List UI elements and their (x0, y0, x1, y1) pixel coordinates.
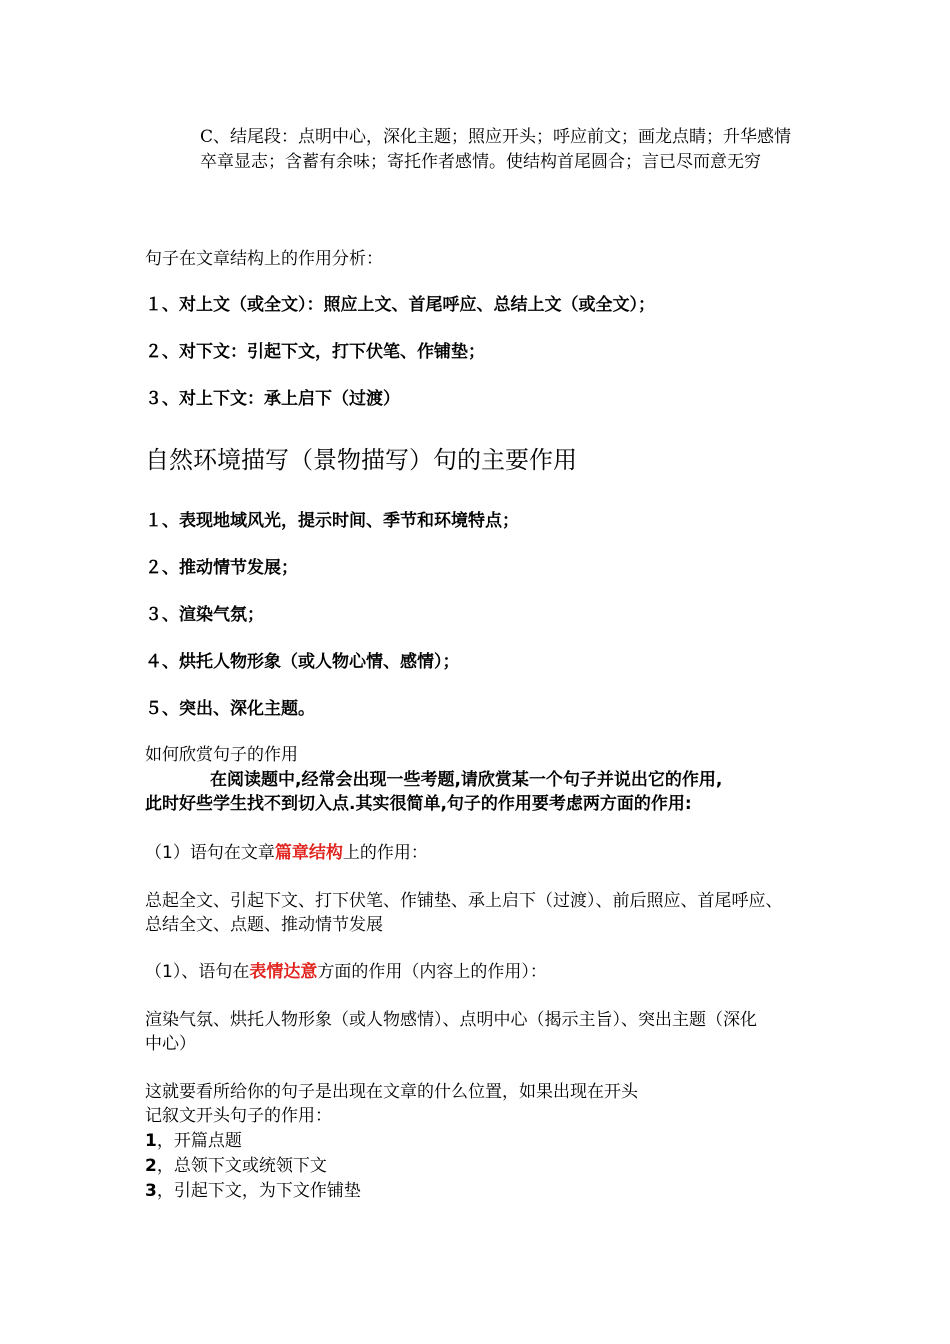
point-2-suffix: 方面的作用（内容上的作用）： (317, 962, 547, 982)
nature-item-3: ３、渲染气氛； (145, 605, 264, 625)
structure-title: 句子在文章结构上的作用分析： (145, 249, 383, 269)
point-2-prefix: （1）、语句在 (145, 962, 250, 982)
point-1-highlight: 篇章结构 (274, 843, 343, 863)
appreciate-para-line-2: 此时好些学生找不到切入点.其实很简单,句子的作用要考虑两方面的作用: (145, 794, 692, 814)
opening-item-3-num: 3 (145, 1181, 157, 1201)
opening-item-2 (145, 1154, 327, 1178)
point-2-body-line-2: 中心） (145, 1034, 196, 1054)
point-1-prefix: （1）语句在文章 (145, 843, 275, 863)
point-2-heading (145, 960, 547, 984)
opening-line-1: 这就要看所给你的句子是出现在文章的什么位置，如果出现在开头 (145, 1082, 638, 1102)
point-2-body-line-1: 渲染气氛、烘托人物形象（或人物感情）、点明中心（揭示主旨）、突出主题（深化 (145, 1010, 757, 1030)
opening-item-1-num: 1 (145, 1131, 157, 1151)
structure-item-1: １、对上文（或全文）：照应上文、首尾呼应、总结上文（或全文）； (145, 295, 655, 315)
opening-item-2-num: 2 (145, 1156, 157, 1176)
nature-item-5: ５、突出、深化主题。 (145, 699, 315, 719)
section-c-line-2: 卒章显志；含蓄有余味；寄托作者感情。使结构首尾圆合；言已尽而意无穷 (200, 152, 761, 172)
point-2-highlight: 表情达意 (249, 962, 318, 982)
opening-item-3-text: ，引起下文，为下文作铺垫 (156, 1181, 361, 1201)
opening-item-1 (145, 1129, 242, 1153)
nature-item-4: ４、烘托人物形象（或人物心情、感情）； (145, 652, 460, 672)
opening-item-2-text: ，总领下文或统领下文 (156, 1156, 327, 1176)
nature-item-2: ２、推动情节发展； (145, 558, 298, 578)
nature-heading: 自然环境描写（景物描写）句的主要作用 (145, 446, 577, 474)
point-1-body-line-1: 总起全文、引起下文、打下伏笔、作铺垫、承上启下（过渡）、前后照应、首尾呼应、 (145, 891, 783, 911)
structure-item-2: ２、对下文：引起下文，打下伏笔、作铺垫； (145, 342, 485, 362)
appreciate-para-line-1: 在阅读题中,经常会出现一些考题,请欣赏某一个句子并说出它的作用, (210, 770, 723, 790)
point-1-body-line-2: 总结全文、点题、推动情节发展 (145, 915, 383, 935)
nature-item-1: １、表现地域风光，提示时间、季节和环境特点； (145, 511, 519, 531)
point-1-suffix: 上的作用： (342, 843, 428, 863)
appreciate-title: 如何欣赏句子的作用 (145, 745, 298, 765)
section-c-line-1: C、结尾段：点明中心，深化主题；照应开头；呼应前文；画龙点睛；升华感情 (200, 127, 792, 147)
opening-item-3 (145, 1179, 361, 1203)
opening-item-1-text: ，开篇点题 (156, 1131, 242, 1151)
structure-item-3: ３、对上下文：承上启下（过渡） (145, 389, 400, 409)
opening-line-2: 记叙文开头句子的作用： (145, 1106, 332, 1126)
point-1-heading (145, 841, 428, 865)
